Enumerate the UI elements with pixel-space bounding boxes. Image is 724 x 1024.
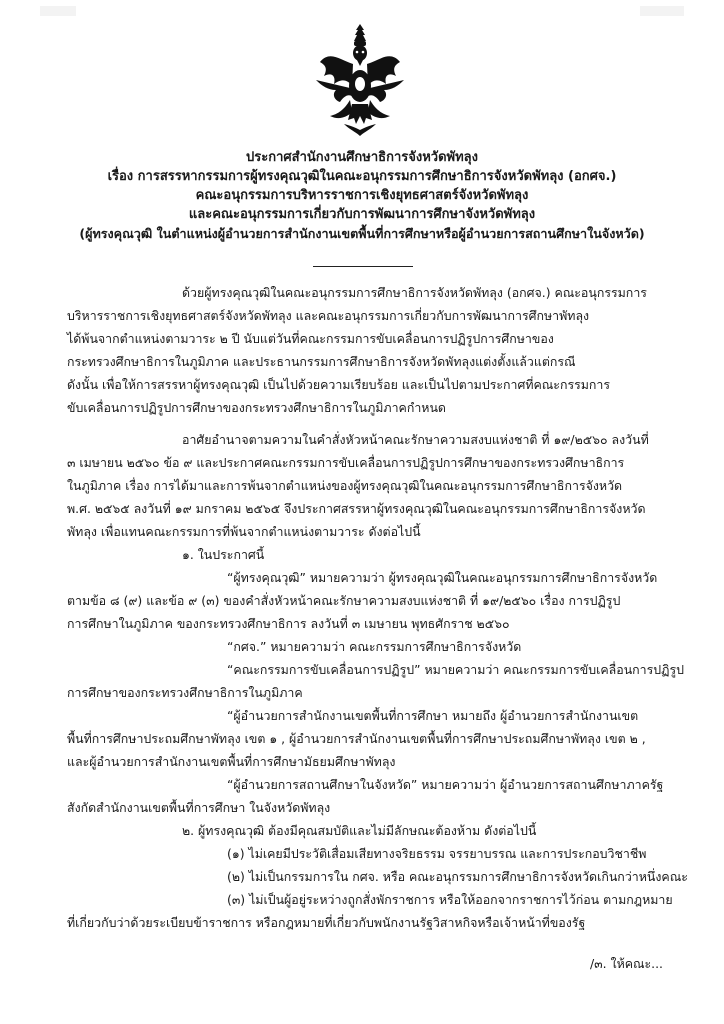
- garuda-emblem-icon: [310, 20, 410, 138]
- body-line: สังกัดสำนักงานเขตพื้นที่การศึกษา ในจังหวัดพัทลุง: [67, 800, 331, 815]
- announcement-title: ประกาศสำนักงานศึกษาธิการจังหวัดพัทลุง: [246, 150, 478, 165]
- body-line: กระทรวงศึกษาธิการในภูมิภาค และประธานกรรมการศึกษาธิการจังหวัดพัทลุงแต่งตั้งแล้วแต่กรณี: [67, 354, 576, 369]
- body-line: ได้พ้นจากตำแหน่งตามวาระ ๒ ปี นับแต่วันที่คณะกรรมการขับเคลื่อนการปฏิรูปการศึกษาของ: [67, 331, 554, 346]
- body-line: ๓ เมษายน ๒๕๖๐ ข้อ ๙ และประกาศคณะกรรมการขับเคลื่อนการปฏิรูปการศึกษาของกระทรวงศึกษาธิการ: [67, 455, 625, 470]
- announcement-header: [40, 148, 684, 248]
- list-item: (๒) ไม่เป็นกรรมการใน กศจ. หรือ คณะอนุกรรมการศึกษาธิการจังหวัดเกินกว่าหนึ่งคณะ: [227, 869, 688, 884]
- body-line: “กศจ.” หมายความว่า คณะกรรมการศึกษาธิการจังหวัด: [227, 639, 522, 654]
- body-line: และผู้อำนวยการสำนักงานเขตพื้นที่การศึกษามัธยมศึกษาพัทลุง: [67, 754, 396, 769]
- body-line: พ.ศ. ๒๕๖๕ ลงวันที่ ๑๙ มกราคม ๒๕๖๕ จึงประกาศสรรหาผู้ทรงคุณวุฒิในคณะอนุกรรมการศึกษาธิการจังหวัด: [67, 501, 646, 516]
- body-line: ดังนั้น เพื่อให้การสรรหาผู้ทรงคุณวุฒิ เป็นไปด้วยความเรียบร้อย และเป็นไปตามประกาศที่คณะกรรมการ: [67, 377, 611, 392]
- announcement-subject-line3: คณะอนุกรรมการบริหารราชการเชิงยุทธศาสตร์จังหวัดพัทลุง: [195, 188, 529, 203]
- body-line: “ผู้อำนวยการสถานศึกษาในจังหวัด” หมายความว่า ผู้อำนวยการสถานศึกษาภาครัฐ: [227, 777, 664, 792]
- body-line: การศึกษาในภูมิภาค ของกระทรวงศึกษาธิการ ลงวันที่ ๓ เมษายน พุทธศักราช ๒๕๖๐: [67, 616, 510, 631]
- body-line: อาศัยอำนาจตามความในคำสั่งหัวหน้าคณะรักษาความสงบแห่งชาติ ที่ ๑๙/๒๕๖๐ ลงวันที่: [182, 432, 649, 447]
- list-item: (๓) ไม่เป็นผู้อยู่ระหว่างถูกสั่งพักราชการ หรือให้ออกจากราชการไว้ก่อน ตามกฎหมาย: [227, 892, 673, 907]
- body-line: พัทลุง เพื่อแทนคณะกรรมการที่พ้นจากตำแหน่งตามวาระ ดังต่อไปนี้: [67, 524, 421, 539]
- body-line: “คณะกรรมการขับเคลื่อนการปฏิรูป” หมายความว่า คณะกรรมการขับเคลื่อนการปฏิรูป: [227, 662, 684, 677]
- body-line: ขับเคลื่อนการปฏิรูปการศึกษาของกระทรวงศึกษาธิการในภูมิภาคกำหนด: [67, 400, 446, 415]
- section-heading: ๒. ผู้ทรงคุณวุฒิ ต้องมีคุณสมบัติและไม่มีลักษณะต้องห้าม ดังต่อไปนี้: [182, 823, 537, 838]
- body-line: พื้นที่การศึกษาประถมศึกษาพัทลุง เขต ๑ , ผู้อำนวยการสำนักงานเขตพื้นที่การศึกษาประถมศึกษาพัทลุง เขต ๒ ,: [67, 731, 646, 746]
- announcement-subject-line4: และคณะอนุกรรมการเกี่ยวกับการพัฒนาการศึกษาจังหวัดพัทลุง: [188, 207, 536, 222]
- header-divider: [313, 266, 413, 267]
- continuation-marker: /๓. ให้คณะ...: [590, 956, 663, 971]
- announcement-subject: เรื่อง การสรรหากรรมการผู้ทรงคุณวุฒิในคณะอนุกรรมการศึกษาธิการจังหวัดพัทลุง (อกศจ.): [107, 169, 617, 184]
- body-line: ตามข้อ ๘ (๙) และข้อ ๙ (๓) ของคำสั่งหัวหน้าคณะรักษาความสงบแห่งชาติ ที่ ๑๙/๒๕๖๐ เรื่อง การปฏิรูป: [67, 593, 621, 608]
- body-line: การศึกษาของกระทรวงศึกษาธิการในภูมิภาค: [67, 685, 303, 700]
- body-line: บริหารราชการเชิงยุทธศาสตร์จังหวัดพัทลุง และคณะอนุกรรมการเกี่ยวกับการพัฒนาการศึกษาพัทลุง: [67, 308, 590, 323]
- announcement-subject-line5: (ผู้ทรงคุณวุฒิ ในตำแหน่งผู้อำนวยการสำนักงานเขตพื้นที่การศึกษาหรือผู้อำนวยการสถานศึกษาในจังหวัด): [79, 226, 645, 241]
- body-line: “ผู้อำนวยการสำนักงานเขตพื้นที่การศึกษา หมายถึง ผู้อำนวยการสำนักงานเขต: [227, 708, 639, 723]
- body-line: ด้วยผู้ทรงคุณวุฒิในคณะอนุกรรมการศึกษาธิการจังหวัดพัทลุง (อกศจ.) คณะอนุกรรมการ: [182, 285, 647, 300]
- list-item: (๑) ไม่เคยมีประวัติเสื่อมเสียทางจริยธรรม จรรยาบรรณ และการประกอบวิชาชีพ: [227, 846, 647, 861]
- body-line: ที่เกี่ยวกับว่าด้วยระเบียบข้าราชการ หรือกฎหมายที่เกี่ยวกับพนักงานรัฐวิสาหกิจหรือเจ้าหน้าที่ของรัฐ: [67, 915, 586, 930]
- body-line: ในภูมิภาค เรื่อง การได้มาและการพ้นจากตำแหน่งของผู้ทรงคุณวุฒิในคณะอนุกรรมการศึกษาธิการจังหวัด: [67, 478, 623, 493]
- body-line: “ผู้ทรงคุณวุฒิ” หมายความว่า ผู้ทรงคุณวุฒิในคณะอนุกรรมการศึกษาธิการจังหวัด: [227, 570, 658, 585]
- scan-artifact: [40, 6, 76, 16]
- section-heading: ๑. ในประกาศนี้: [182, 547, 265, 562]
- scan-artifact: [640, 6, 684, 16]
